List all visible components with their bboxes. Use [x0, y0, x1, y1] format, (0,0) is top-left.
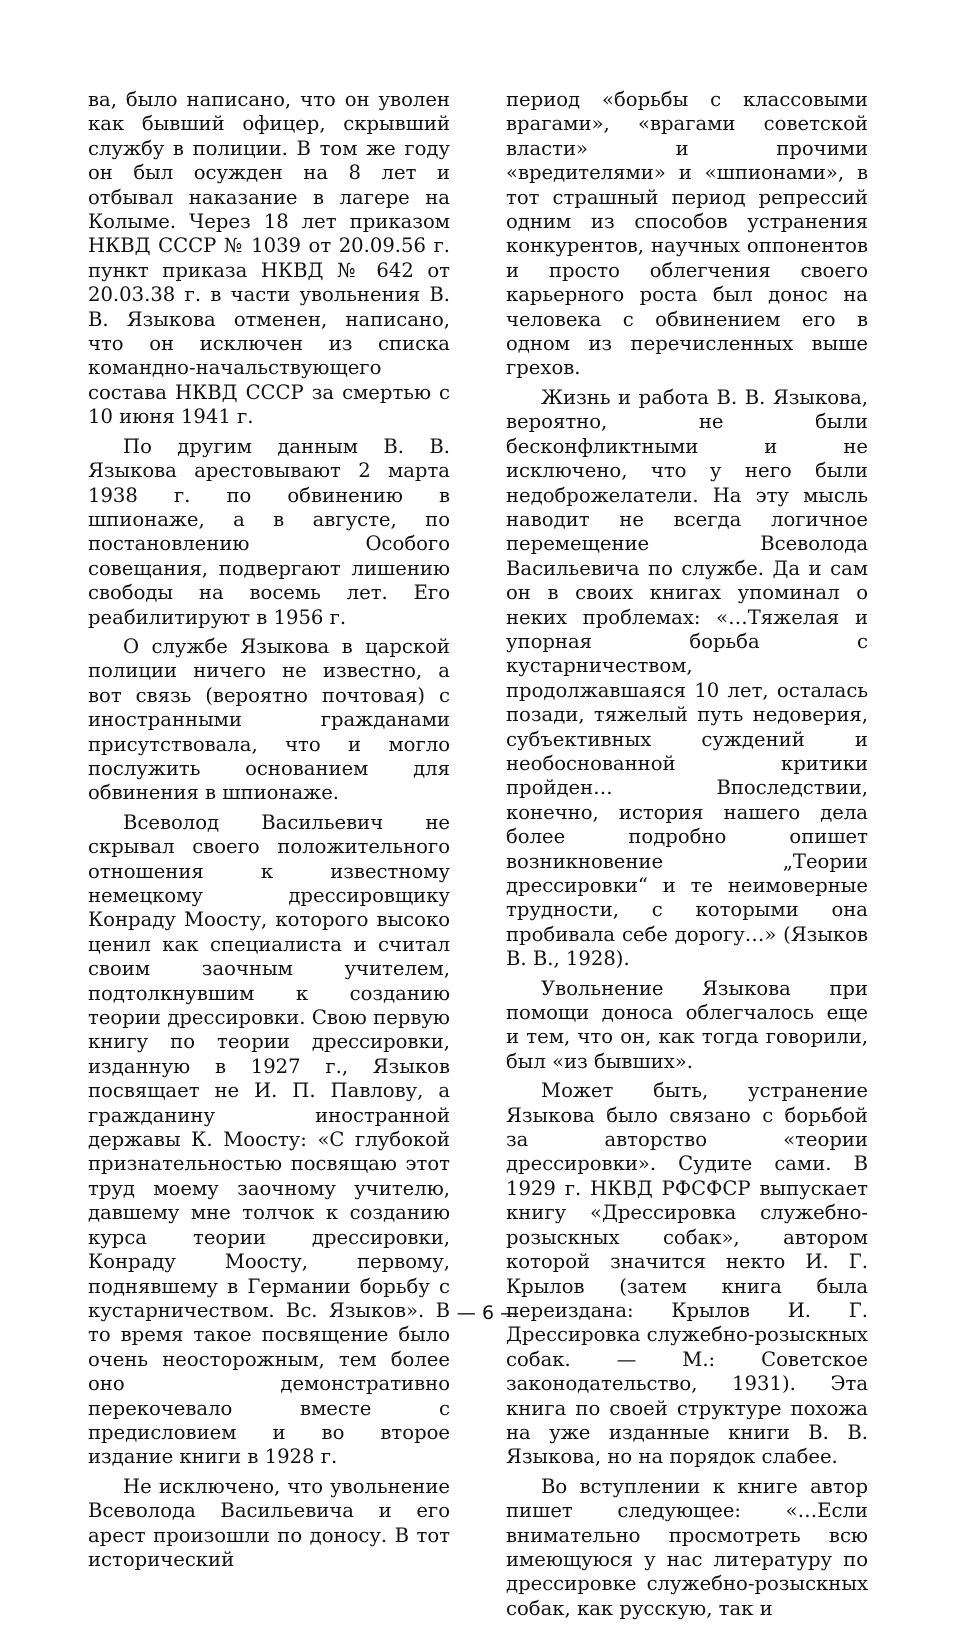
- left-paragraph-4: Всеволод Васильевич не скрывал своего положительного отношения к известному немецкому дрессировщику Конраду Моосту, которого высоко ценил как специалиста и считал своим заочным учителем, подтолкнувшим к созданию теории дрессировки. Свою первую книгу по теории дрессировки, изданную в 1927 г., Языков посвящает не И. П. Павлову, а гражданину иностранной державы К. Моосту: «С глубокой признательностью посвящаю этот труд моему заочному учителю, давшему мне толчок к созданию курса теории дрессировки, Конраду Моосту, первому, поднявшему в Германии борьбу с кустарничеством. Вс. Языков». В то время такое посвящение было очень неосторожным, тем более оно демонстративно перекочевало вместе с предисловием и во второе издание книги в 1928 г.: [88, 810, 450, 1469]
- left-paragraph-1: ва, было написано, что он уволен как бывший офицер, скрывший службу в полиции. В том же году он был осужден на 8 лет и отбывал наказание в лагере на Колыме. Через 18 лет приказом НКВД СССР № 1039 от 20.09.56 г. пункт приказа НКВД № 642 от 20.03.38 г. в части увольнения В. В. Языкова отменен, написано, что он исключен из списка командно-начальствующего состава НКВД СССР за смертью с 10 июня 1941 г.: [88, 88, 450, 429]
- left-paragraph-5: Не исключено, что увольнение Всеволода Васильевича и его арест произошли по доносу. В тот исторический: [88, 1474, 450, 1571]
- left-paragraph-2: По другим данным В. В. Языкова арестовывают 2 марта 1938 г. по обвинению в шпионаже, а в августе, по постановлению Особого совещания, подвергают лишению свободы на восемь лет. Его реабилитируют в 1956 г.: [88, 434, 450, 629]
- page-number: — 6 —: [456, 1302, 520, 1324]
- left-text-column: [88, 88, 450, 1577]
- right-paragraph-4: Может быть, устранение Языкова было связано с борьбой за авторство «теории дрессировки». Судите сами. В 1929 г. НКВД РФСФСР выпускает книгу «Дрессировка служебно-розыскных собак», автором которой значится некто И. Г. Крылов (затем книга была переиздана: Крылов И. Г. Дрессировка служебно-розыскных собак. — М.: Советское законодательство, 1931). Эта книга по своей структуре похожа на уже изданные книги В. В. Языкова, но на порядок слабее.: [506, 1079, 868, 1469]
- right-paragraph-2: Жизнь и работа В. В. Языкова, вероятно, не были бесконфликтными и не исключено, что у него были недоброжелатели. На эту мысль наводит не всегда логичное перемещение Всеволода Васильевича по службе. Да и сам он в своих книгах упоминал о неких проблемах: «…Тяжелая и упорная борьба с кустарничеством, продолжавшаяся 10 лет, осталась позади, тяжелый путь недоверия, субъективных суждений и необоснованной критики пройден… Впоследствии, конечно, история нашего дела более подробно опишет возникновение „Теории дрессировки“ и те неимоверные трудности, с которыми она пробивала себе дорогу…» (Языков В. В., 1928).: [506, 385, 868, 971]
- left-paragraph-3: О службе Языкова в царской полиции ничего не известно, а вот связь (вероятно почтовая) с иностранными гражданами присутствовала, что и могло послужить основанием для обвинения в шпионаже.: [88, 634, 450, 805]
- right-text-column: [506, 88, 868, 1626]
- right-paragraph-5: Во вступлении к книге автор пишет следующее: «…Если внимательно просмотреть всю имеющуюся у нас литературу по дрессировке служебно-розыскных собак, как русскую, так и: [506, 1474, 868, 1620]
- right-paragraph-1: период «борьбы с классовыми врагами», «врагами советской власти» и прочими «вредителями» и «шпионами», в тот страшный период репрессий одним из способов устранения конкурентов, научных оппонентов и просто облегчения своего карьерного роста был донос на человека с обвинением его в одном из перечисленных выше грехов.: [506, 88, 868, 380]
- right-paragraph-3: Увольнение Языкова при помощи доноса облегчалось еще и тем, что он, как тогда говорили, был «из бывших».: [506, 976, 868, 1073]
